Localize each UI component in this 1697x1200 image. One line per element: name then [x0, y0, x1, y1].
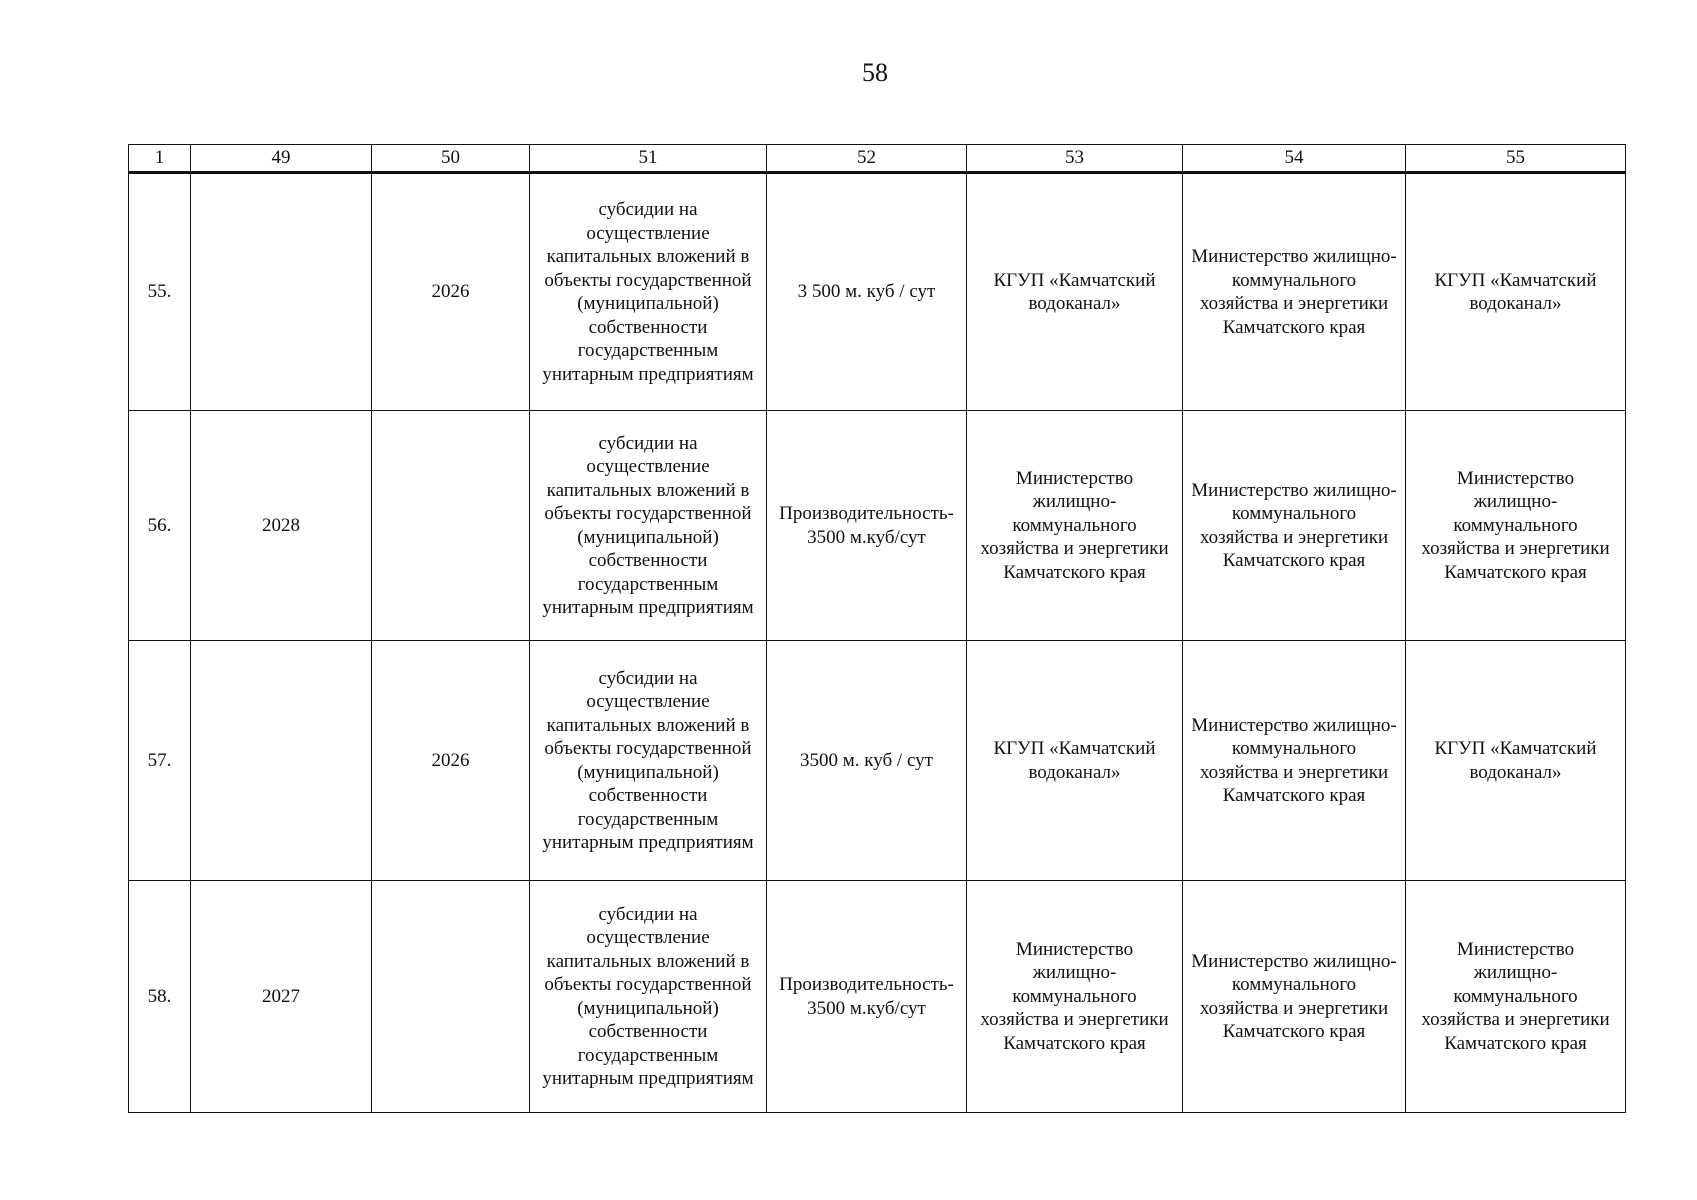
column-header-1: 1: [129, 145, 191, 173]
col-50-cell: 2026: [372, 641, 530, 881]
col-53-cell: Министерство жилищно- коммунального хозяйства и энергетики Камчатского края: [967, 881, 1183, 1113]
col-52-cell: Производительность- 3500 м.куб/сут: [767, 411, 967, 641]
column-header-49: 49: [191, 145, 372, 173]
col-50-cell: 2026: [372, 173, 530, 411]
col-49-cell: 2028: [191, 411, 372, 641]
column-header-54: 54: [1183, 145, 1406, 173]
table-row: [129, 173, 1626, 411]
col-49-cell: [191, 173, 372, 411]
col-49-cell: 2027: [191, 881, 372, 1113]
col-55-cell: Министерство жилищно- коммунального хозяйства и энергетики Камчатского края: [1406, 881, 1626, 1113]
col-51-cell: субсидии на осуществление капитальных вложений в объекты государственной (муниципальной) собственности государственным унитарным предприятиям: [530, 881, 767, 1113]
col-54-cell: Министерство жилищно- коммунального хозяйства и энергетики Камчатского края: [1183, 411, 1406, 641]
column-header-53: 53: [967, 145, 1183, 173]
col-55-cell: КГУП «Камчатский водоканал»: [1406, 173, 1626, 411]
page-number: 58: [862, 58, 888, 87]
col-52-cell: 3 500 м. куб / сут: [767, 173, 967, 411]
row-number-cell: 57.: [129, 641, 191, 881]
col-53-cell: Министерство жилищно- коммунального хозяйства и энергетики Камчатского края: [967, 411, 1183, 641]
column-header-51: 51: [530, 145, 767, 173]
col-51-cell: субсидии на осуществление капитальных вложений в объекты государственной (муниципальной) собственности государственным унитарным предприятиям: [530, 411, 767, 641]
table-row: [129, 411, 1626, 641]
table-row: [129, 881, 1626, 1113]
data-table: [128, 144, 1626, 1113]
col-51-cell: субсидии на осуществление капитальных вложений в объекты государственной (муниципальной) собственности государственным унитарным предприятиям: [530, 641, 767, 881]
col-52-cell: Производительность- 3500 м.куб/сут: [767, 881, 967, 1113]
col-50-cell: [372, 411, 530, 641]
col-49-cell: [191, 641, 372, 881]
row-number-cell: 56.: [129, 411, 191, 641]
col-54-cell: Министерство жилищно- коммунального хозяйства и энергетики Камчатского края: [1183, 641, 1406, 881]
col-54-cell: Министерство жилищно- коммунального хозяйства и энергетики Камчатского края: [1183, 881, 1406, 1113]
col-55-cell: КГУП «Камчатский водоканал»: [1406, 641, 1626, 881]
row-number-cell: 58.: [129, 881, 191, 1113]
column-header-52: 52: [767, 145, 967, 173]
col-50-cell: [372, 881, 530, 1113]
table-row: [129, 641, 1626, 881]
column-header-50: 50: [372, 145, 530, 173]
col-51-cell: субсидии на осуществление капитальных вложений в объекты государственной (муниципальной) собственности государственным унитарным предприятиям: [530, 173, 767, 411]
col-54-cell: Министерство жилищно- коммунального хозяйства и энергетики Камчатского края: [1183, 173, 1406, 411]
col-52-cell: 3500 м. куб / сут: [767, 641, 967, 881]
row-number-cell: 55.: [129, 173, 191, 411]
col-53-cell: КГУП «Камчатский водоканал»: [967, 173, 1183, 411]
column-header-55: 55: [1406, 145, 1626, 173]
table-header-row: [129, 145, 1626, 173]
col-55-cell: Министерство жилищно- коммунального хозяйства и энергетики Камчатского края: [1406, 411, 1626, 641]
col-53-cell: КГУП «Камчатский водоканал»: [967, 641, 1183, 881]
